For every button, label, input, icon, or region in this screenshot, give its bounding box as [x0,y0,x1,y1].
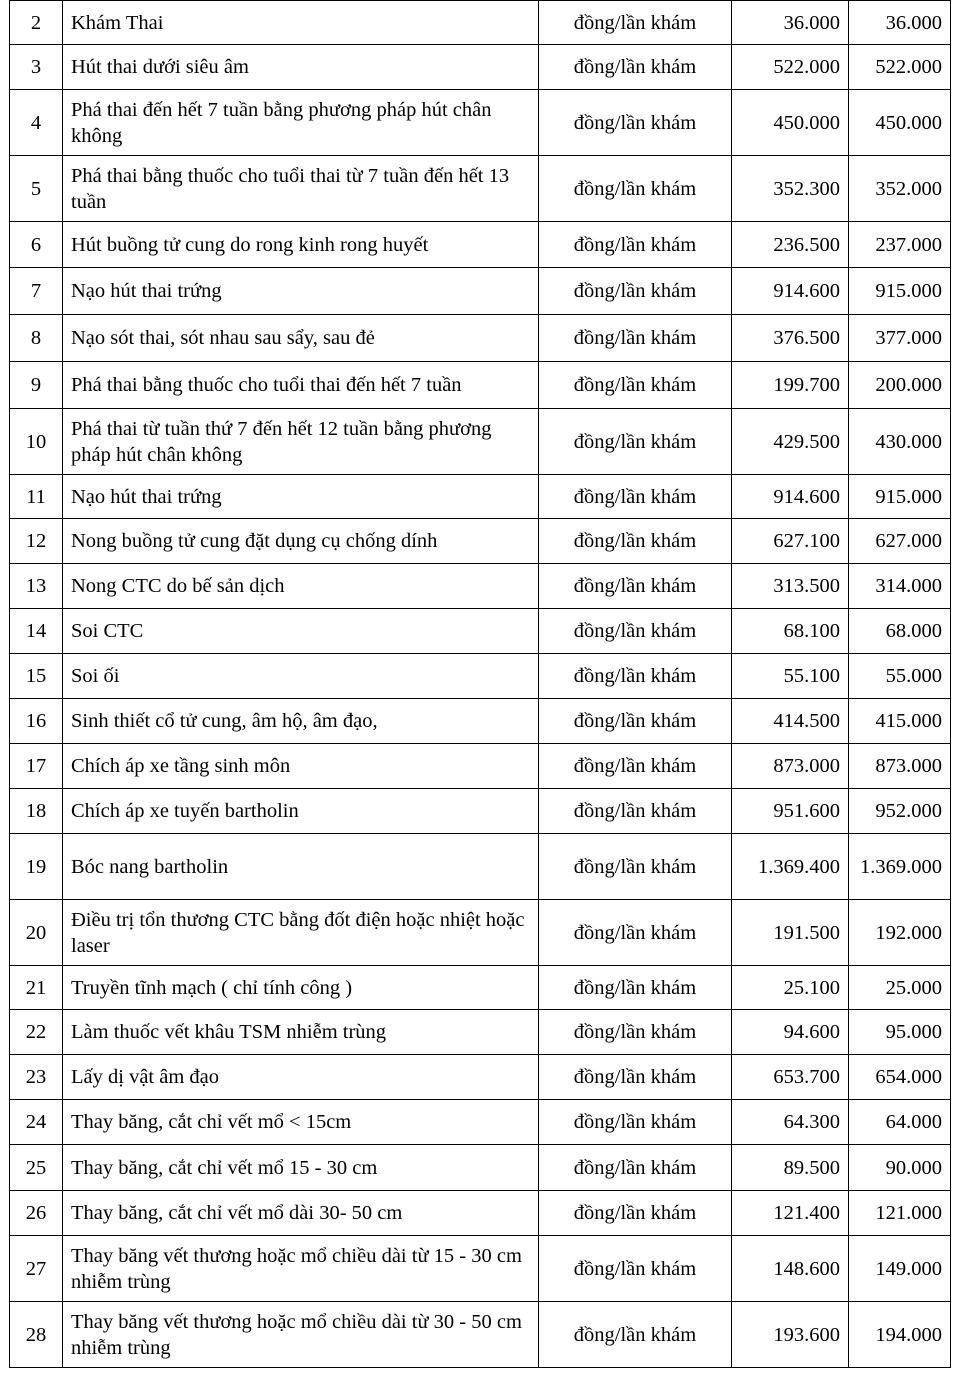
calculated-price-cell: 873.000 [732,744,849,789]
calculated-price-cell: 191.500 [732,900,849,966]
calculated-price-cell: 1.369.400 [732,834,849,900]
service-name-cell: Làm thuốc vết khâu TSM nhiễm trùng [63,1010,539,1055]
table-row [10,744,951,789]
final-price-cell: 952.000 [849,789,951,834]
final-price-cell: 450.000 [849,90,951,156]
row-number-cell: 6 [10,222,63,268]
service-name-cell: Chích áp xe tuyến bartholin [63,789,539,834]
unit-cell: đồng/lần khám [539,900,732,966]
service-name-cell: Nạo sót thai, sót nhau sau sẩy, sau đẻ [63,315,539,362]
final-price-cell: 68.000 [849,609,951,654]
row-number-cell: 4 [10,90,63,156]
unit-cell: đồng/lần khám [539,1191,732,1236]
fee-table [9,0,951,1368]
final-price-cell: 522.000 [849,45,951,90]
row-number-cell: 19 [10,834,63,900]
unit-cell: đồng/lần khám [539,564,732,609]
unit-cell: đồng/lần khám [539,834,732,900]
service-name-cell: Bóc nang bartholin [63,834,539,900]
table-row [10,1,951,45]
row-number-cell: 11 [10,475,63,519]
final-price-cell: 55.000 [849,654,951,699]
calculated-price-cell: 414.500 [732,699,849,744]
service-name-cell: Thay băng, cắt chỉ vết mổ 15 - 30 cm [63,1145,539,1191]
service-name-cell: Nạo hút thai trứng [63,268,539,315]
calculated-price-cell: 94.600 [732,1010,849,1055]
row-number-cell: 15 [10,654,63,699]
row-number-cell: 26 [10,1191,63,1236]
final-price-cell: 95.000 [849,1010,951,1055]
table-row [10,156,951,222]
calculated-price-cell: 64.300 [732,1100,849,1145]
calculated-price-cell: 36.000 [732,1,849,45]
calculated-price-cell: 522.000 [732,45,849,90]
unit-cell: đồng/lần khám [539,1145,732,1191]
service-name-cell: Phá thai từ tuần thứ 7 đến hết 12 tuần bằng phương pháp hút chân không [63,409,539,475]
unit-cell: đồng/lần khám [539,45,732,90]
unit-cell: đồng/lần khám [539,362,732,409]
final-price-cell: 149.000 [849,1236,951,1302]
calculated-price-cell: 313.500 [732,564,849,609]
final-price-cell: 415.000 [849,699,951,744]
calculated-price-cell: 55.100 [732,654,849,699]
service-name-cell: Điều trị tổn thương CTC bằng đốt điện hoặc nhiệt hoặc laser [63,900,539,966]
unit-cell: đồng/lần khám [539,609,732,654]
calculated-price-cell: 68.100 [732,609,849,654]
row-number-cell: 22 [10,1010,63,1055]
service-name-cell: Hút thai dưới siêu âm [63,45,539,90]
row-number-cell: 10 [10,409,63,475]
row-number-cell: 9 [10,362,63,409]
service-name-cell: Hút buồng tử cung do rong kinh rong huyết [63,222,539,268]
final-price-cell: 194.000 [849,1302,951,1368]
unit-cell: đồng/lần khám [539,789,732,834]
service-name-cell: Lấy dị vật âm đạo [63,1055,539,1100]
service-name-cell: Phá thai đến hết 7 tuần bằng phương pháp hút chân không [63,90,539,156]
final-price-cell: 654.000 [849,1055,951,1100]
unit-cell: đồng/lần khám [539,1100,732,1145]
calculated-price-cell: 148.600 [732,1236,849,1302]
row-number-cell: 12 [10,519,63,564]
service-name-cell: Thay băng vết thương hoặc mổ chiều dài từ 15 - 30 cm nhiễm trùng [63,1236,539,1302]
service-name-cell: Nong buồng tử cung đặt dụng cụ chống dính [63,519,539,564]
final-price-cell: 314.000 [849,564,951,609]
calculated-price-cell: 121.400 [732,1191,849,1236]
final-price-cell: 121.000 [849,1191,951,1236]
final-price-cell: 36.000 [849,1,951,45]
calculated-price-cell: 951.600 [732,789,849,834]
table-row [10,519,951,564]
unit-cell: đồng/lần khám [539,654,732,699]
calculated-price-cell: 450.000 [732,90,849,156]
final-price-cell: 627.000 [849,519,951,564]
table-row [10,789,951,834]
unit-cell: đồng/lần khám [539,966,732,1010]
row-number-cell: 14 [10,609,63,654]
table-row [10,1010,951,1055]
final-price-cell: 430.000 [849,409,951,475]
unit-cell: đồng/lần khám [539,1302,732,1368]
table-row [10,1055,951,1100]
final-price-cell: 200.000 [849,362,951,409]
table-row [10,609,951,654]
row-number-cell: 8 [10,315,63,362]
table-row [10,834,951,900]
calculated-price-cell: 914.600 [732,475,849,519]
calculated-price-cell: 89.500 [732,1145,849,1191]
calculated-price-cell: 914.600 [732,268,849,315]
table-row [10,409,951,475]
unit-cell: đồng/lần khám [539,475,732,519]
unit-cell: đồng/lần khám [539,90,732,156]
unit-cell: đồng/lần khám [539,519,732,564]
unit-cell: đồng/lần khám [539,268,732,315]
unit-cell: đồng/lần khám [539,1055,732,1100]
service-name-cell: Phá thai bằng thuốc cho tuổi thai từ 7 tuần đến hết 13 tuần [63,156,539,222]
calculated-price-cell: 199.700 [732,362,849,409]
final-price-cell: 873.000 [849,744,951,789]
service-name-cell: Thay băng vết thương hoặc mổ chiều dài từ 30 - 50 cm nhiễm trùng [63,1302,539,1368]
service-name-cell: Nong CTC do bế sản dịch [63,564,539,609]
calculated-price-cell: 352.300 [732,156,849,222]
calculated-price-cell: 193.600 [732,1302,849,1368]
service-name-cell: Thay băng, cắt chỉ vết mổ < 15cm [63,1100,539,1145]
final-price-cell: 377.000 [849,315,951,362]
unit-cell: đồng/lần khám [539,699,732,744]
table-row [10,1302,951,1368]
service-name-cell: Thay băng, cắt chỉ vết mổ dài 30- 50 cm [63,1191,539,1236]
calculated-price-cell: 25.100 [732,966,849,1010]
row-number-cell: 16 [10,699,63,744]
service-name-cell: Nạo hút thai trứng [63,475,539,519]
row-number-cell: 3 [10,45,63,90]
table-row [10,475,951,519]
table-row [10,900,951,966]
final-price-cell: 352.000 [849,156,951,222]
table-row [10,1236,951,1302]
fee-table-body [10,1,951,1368]
table-row [10,966,951,1010]
row-number-cell: 5 [10,156,63,222]
calculated-price-cell: 653.700 [732,1055,849,1100]
final-price-cell: 915.000 [849,268,951,315]
service-name-cell: Khám Thai [63,1,539,45]
service-name-cell: Soi ối [63,654,539,699]
unit-cell: đồng/lần khám [539,744,732,789]
table-row [10,315,951,362]
row-number-cell: 25 [10,1145,63,1191]
row-number-cell: 24 [10,1100,63,1145]
final-price-cell: 192.000 [849,900,951,966]
row-number-cell: 18 [10,789,63,834]
unit-cell: đồng/lần khám [539,1,732,45]
final-price-cell: 915.000 [849,475,951,519]
final-price-cell: 1.369.000 [849,834,951,900]
final-price-cell: 25.000 [849,966,951,1010]
table-row [10,1100,951,1145]
row-number-cell: 27 [10,1236,63,1302]
final-price-cell: 64.000 [849,1100,951,1145]
table-row [10,1145,951,1191]
final-price-cell: 237.000 [849,222,951,268]
row-number-cell: 17 [10,744,63,789]
table-row [10,268,951,315]
service-name-cell: Truyền tĩnh mạch ( chỉ tính công ) [63,966,539,1010]
row-number-cell: 13 [10,564,63,609]
table-row [10,1191,951,1236]
unit-cell: đồng/lần khám [539,222,732,268]
service-name-cell: Soi CTC [63,609,539,654]
unit-cell: đồng/lần khám [539,315,732,362]
calculated-price-cell: 429.500 [732,409,849,475]
row-number-cell: 23 [10,1055,63,1100]
service-name-cell: Phá thai bằng thuốc cho tuổi thai đến hết 7 tuần [63,362,539,409]
calculated-price-cell: 376.500 [732,315,849,362]
table-row [10,362,951,409]
unit-cell: đồng/lần khám [539,156,732,222]
final-price-cell: 90.000 [849,1145,951,1191]
calculated-price-cell: 236.500 [732,222,849,268]
calculated-price-cell: 627.100 [732,519,849,564]
row-number-cell: 21 [10,966,63,1010]
service-name-cell: Sinh thiết cổ tử cung, âm hộ, âm đạo, [63,699,539,744]
table-row [10,90,951,156]
table-row [10,654,951,699]
table-row [10,222,951,268]
row-number-cell: 20 [10,900,63,966]
row-number-cell: 28 [10,1302,63,1368]
row-number-cell: 2 [10,1,63,45]
table-row [10,45,951,90]
unit-cell: đồng/lần khám [539,1236,732,1302]
row-number-cell: 7 [10,268,63,315]
table-row [10,699,951,744]
unit-cell: đồng/lần khám [539,409,732,475]
service-name-cell: Chích áp xe tầng sinh môn [63,744,539,789]
table-row [10,564,951,609]
unit-cell: đồng/lần khám [539,1010,732,1055]
